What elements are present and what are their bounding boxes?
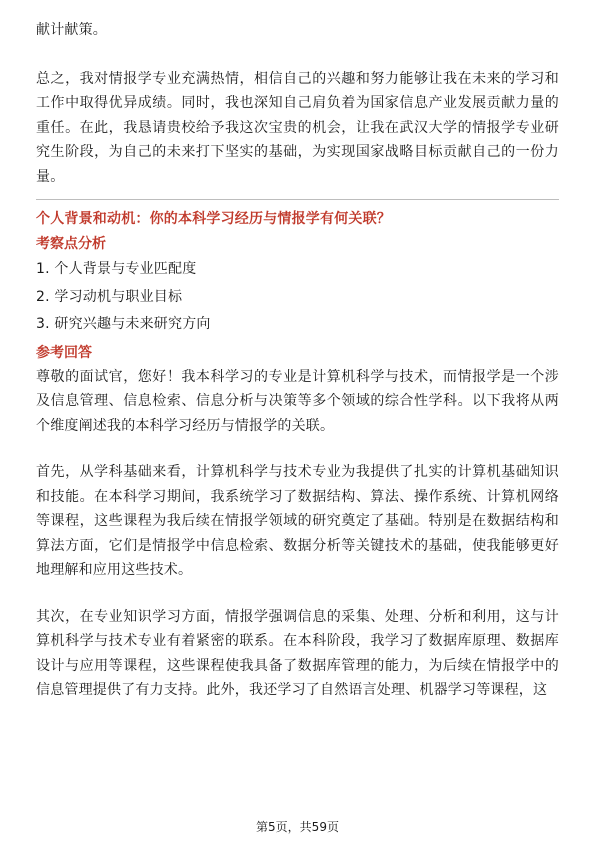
- answer-paragraph: 首先，从学科基础来看，计算机科学与技术专业为我提供了扎实的计算机基础知识和技能。在本科学习期间，我系统学习了数据结构、算法、操作系统、计算机网络等课程，这些课程为我后续在情报学领域的研究奠定了基础。特别是在数据结构和算法方面，它们是情报学中信息检索、数据分析等关键技术的基础，使我能够更好地理解和应用这些技术。: [36, 464, 559, 578]
- document-page: [36, 18, 559, 703]
- spacer: [36, 438, 559, 460]
- spacer: [36, 43, 559, 67]
- answer-paragraph: 其次，在专业知识学习方面，情报学强调信息的采集、处理、分析和利用，这与计算机科学与技术专业有着紧密的联系。在本科阶段，我学习了数据库原理、数据库设计与应用等课程，这些课程使我具备了数据库管理的能力，为后续在情报学中的信息管理提供了有力支持。此外，我还学习了自然语言处理、机器学习等课程，这: [36, 608, 559, 698]
- page-footer: 第5页，共59页: [256, 820, 339, 834]
- analysis-points-list: [36, 256, 559, 339]
- conclusion-paragraph: 总之，我对情报学专业充满热情，相信自己的兴趣和努力能够让我在未来的学习和工作中取得优异成绩。同时，我也深知自己肩负着为国家信息产业发展贡献力量的重任。在此，我恳请贵校给予我这次宝贵的机会，让我在武汉大学的情报学专业研究生阶段，为自己的未来打下坚实的基础，为实现国家战略目标贡献自己的一份力量。: [36, 70, 559, 185]
- intro-tail-paragraph: 献计献策。: [36, 22, 107, 38]
- section-divider: [36, 199, 559, 200]
- spacer: [36, 583, 559, 605]
- question-title: 个人背景和动机：你的本科学习经历与情报学有何关联？: [36, 211, 391, 227]
- analysis-point: 1. 个人背景与专业匹配度: [36, 261, 197, 277]
- analysis-heading: 考察点分析: [36, 236, 106, 252]
- analysis-point: 3. 研究兴趣与未来研究方向: [36, 316, 211, 332]
- answer-heading: 参考回答: [36, 344, 92, 361]
- answer-paragraph: 尊敬的面试官，您好！我本科学习的专业是计算机科学与技术，而情报学是一个涉及信息管理、信息检索、信息分析与决策等多个领域的综合性学科。以下我将从两个维度阐述我的本科学习经历与情报学的关联。: [36, 368, 559, 434]
- analysis-point: 2. 学习动机与职业目标: [36, 288, 183, 305]
